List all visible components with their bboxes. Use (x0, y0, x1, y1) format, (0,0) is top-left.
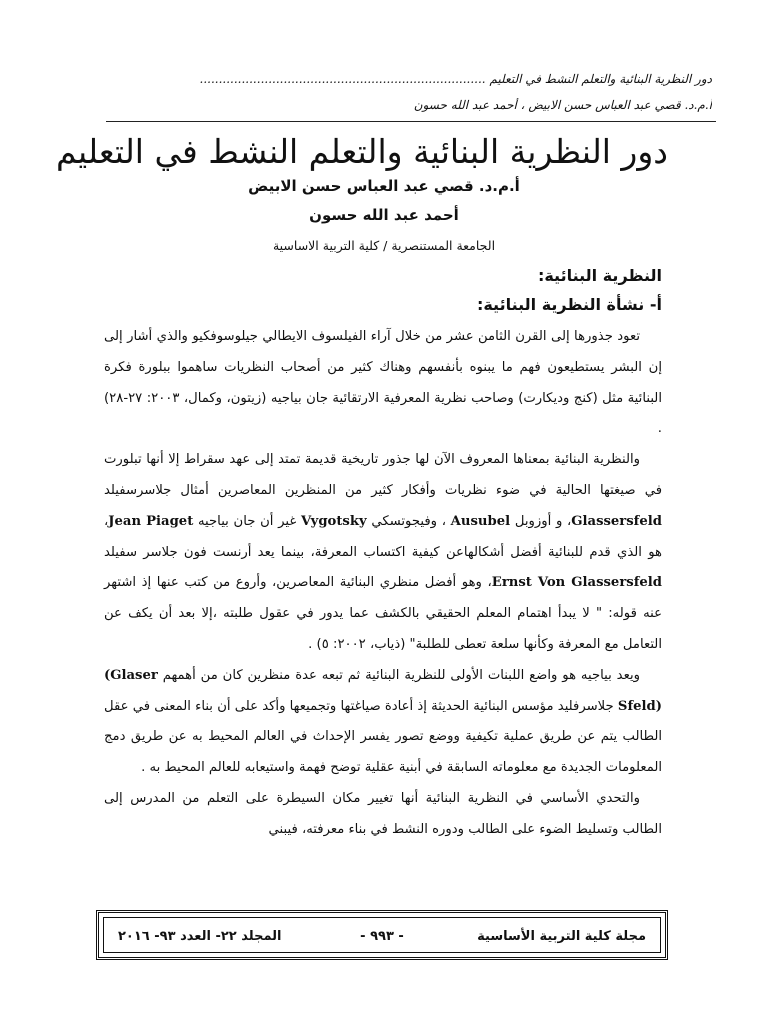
section-heading: النظرية البنائية: (537, 266, 662, 285)
article-body (104, 322, 662, 846)
p3-text-b: جلاسرفليد مؤسس البنائية الحديثة إذ أعادة صياغتها وتجميعها وأكد على أن بناء المعنى في عقل الطالب يتم عن طريق عملية تكيفية ووضع تصور يفسر الإحداث في العالم المحيط به عن طريق دمج المعلومات الجديدة مع معلوماته السابقة في أبنية عقلية توضح فهمة واستيعابه للعالم المحيط به . (104, 698, 662, 776)
footer-inner-border (103, 917, 661, 953)
p3-text-a: ويعد بياجيه هو واضع اللبنات الأولى للنظرية البنائية ثم تبعه عدة منظرين كان من أهمهم (162, 667, 640, 683)
author-affiliation: الجامعة المستنصرية / كلية التربية الاساسية (272, 238, 496, 253)
p2-name-ausubel: Ausubel (450, 513, 511, 529)
footer-frame (96, 910, 668, 960)
p2-text-e: ، هو الذي قدم للبنائية أفضل أشكالهاعن كيفية اكتساب المعرفة، بينما يعد أرنست فون جلاسر سفيلد (104, 513, 662, 560)
footer-page-number: - ٩٩٣ - (360, 929, 404, 944)
running-head-title-text: دور النظرية البنائية والتعلم النشط في التعليم (489, 72, 712, 86)
p2-name-ernst: Ernst Von Glassersfeld (491, 575, 662, 591)
p2-name-vygotsky: Vygotsky (300, 513, 367, 529)
header-divider (106, 121, 716, 122)
p2-text-b: ، و أوزوبل (514, 513, 572, 529)
running-head-authors: أ.م.د. قصي عبد العباس حسن الابيض ، أحمد عبد الله حسون (413, 98, 712, 112)
running-head-title (112, 72, 712, 86)
subsection-heading: أ- نشأة النظرية البنائية: (476, 295, 662, 314)
paragraph-1: تعود جذورها إلى القرن الثامن عشر من خلال آراء الفيلسوف الايطالي جيلوسوفكيو والذي أشار إلى إن البشر يستطيعون فهم ما يبنوه بأنفسهم وهناك كثير من أصحاب النظريات ساهموا ببلورة فكرة البنائية مثل (كنج وديكارت) وصاحب نظرية المعرفية الارتقائية جان بياجيه (زيتون، وكمال، ٢٠٠٣: ٢٧-٢٨) . (104, 329, 662, 437)
p2-text-d: غير أن جان بياجيه (197, 513, 297, 529)
paragraph-4: والتحدي الأساسي في النظرية البنائية أنها تغيير مكان السيطرة على التعلم من المدرس إلى الطالب وتسليط الضوء على الطالب ودوره النشط في بناء معرفته، فيبني (104, 790, 662, 837)
p2-text-c: ، وفيجوتسكي (371, 513, 446, 529)
author-secondary: أحمد عبد الله حسون (309, 206, 459, 224)
p2-text-f: ، وهو أفضل منظري البنائية المعاصرين، وأروع من كتب عنها إذ اشتهر عنه قوله: " لا يبدأ اهتمام المعلم الحقيقي بالكشف عما يدور في عقول طلبته ،إلا بعد أن يكف عن التعامل مع المعرفة وكأنها سلعة تعطى للطلبة" (ذياب، ٢٠٠٢: ٥) . (104, 575, 662, 652)
p3-name-glaser-sfeld: (Glaser Sfeld) (104, 667, 662, 714)
author-primary: أ.م.د. قصي عبد العباس حسن الابيض (248, 177, 520, 195)
p2-name-glassersfeld: Glassersfeld (571, 513, 662, 529)
running-head-dots: ........................................................................... (199, 72, 486, 86)
p2-name-piaget: Jean Piaget (108, 513, 194, 529)
footer-journal-name: مجلة كلية التربية الأساسية (477, 929, 646, 944)
footer-volume-issue: المجلد ٢٢- العدد ٩٣- ٢٠١٦ (118, 929, 282, 944)
p2-text-a: والنظرية البنائية بمعناها المعروف الآن لها جذور تاريخية قديمة تمتد إلى عهد سقراط إلا أنها تبلورت في صيغتها الحالية في ضوء نظريات وأفكار كثير من المنظرين المعاصرين أمثال جلاسرسفيلد (104, 452, 662, 498)
article-title: دور النظرية البنائية والتعلم النشط في التعليم (56, 132, 668, 171)
paragraph-2 (104, 445, 662, 661)
paragraph-3 (104, 661, 662, 784)
